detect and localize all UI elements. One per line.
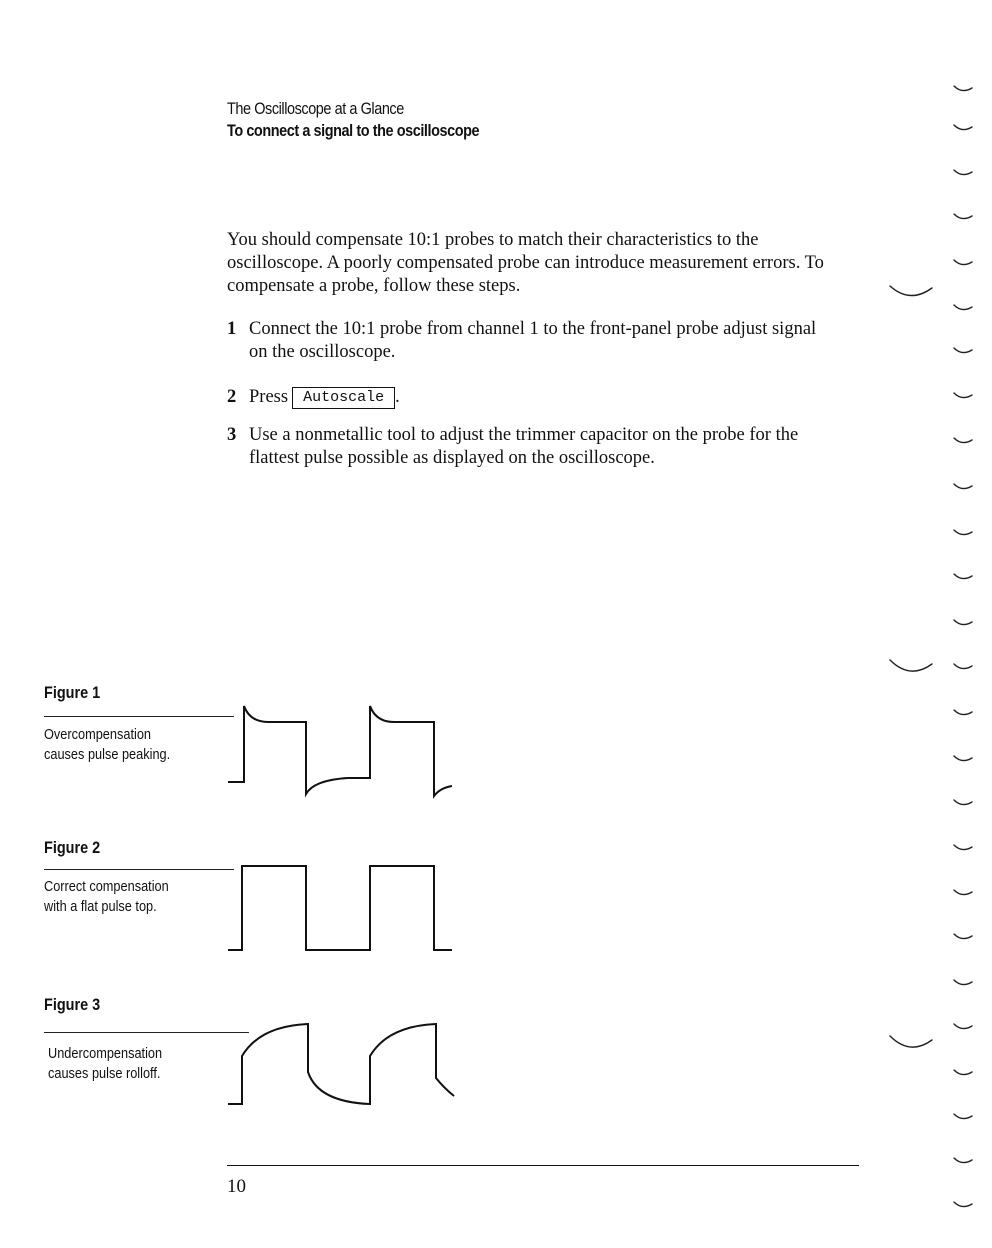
page-number: 10 [227, 1176, 246, 1197]
figure-1-caption: Overcompensation causes pulse peaking. [44, 726, 171, 763]
page-title: To connect a signal to the oscilloscope [227, 121, 480, 140]
step-text: Use a nonmetallic tool to adjust the trimmer capacitor on the probe for the flattest pulse possible as displayed on the oscilloscope. [249, 425, 799, 468]
figure-3-label: Figure 3 [44, 995, 101, 1014]
intro-paragraph: You should compensate 10:1 probes to match their characteristics to the oscilloscope. A poorly compensated probe can introduce measurement errors. To compensate a probe, follow these steps. [227, 230, 824, 296]
step-suffix: . [395, 387, 400, 407]
figure-2-label: Figure 2 [44, 838, 101, 857]
step-number: 3 [227, 425, 237, 445]
step-number: 2 [227, 387, 237, 407]
figure-3-caption: Undercompensation causes pulse rolloff. [48, 1045, 163, 1082]
step-number: 1 [227, 319, 237, 339]
step-prefix: Press [249, 387, 289, 407]
step-text: Connect the 10:1 probe from channel 1 to the front-panel probe adjust signal on the oscilloscope. [249, 319, 817, 362]
section-title: The Oscilloscope at a Glance [227, 99, 404, 118]
autoscale-key: Autoscale [292, 387, 395, 409]
figure-1-label: Figure 1 [44, 683, 101, 702]
figure-2-caption: Correct compensation with a flat pulse top. [44, 878, 169, 915]
